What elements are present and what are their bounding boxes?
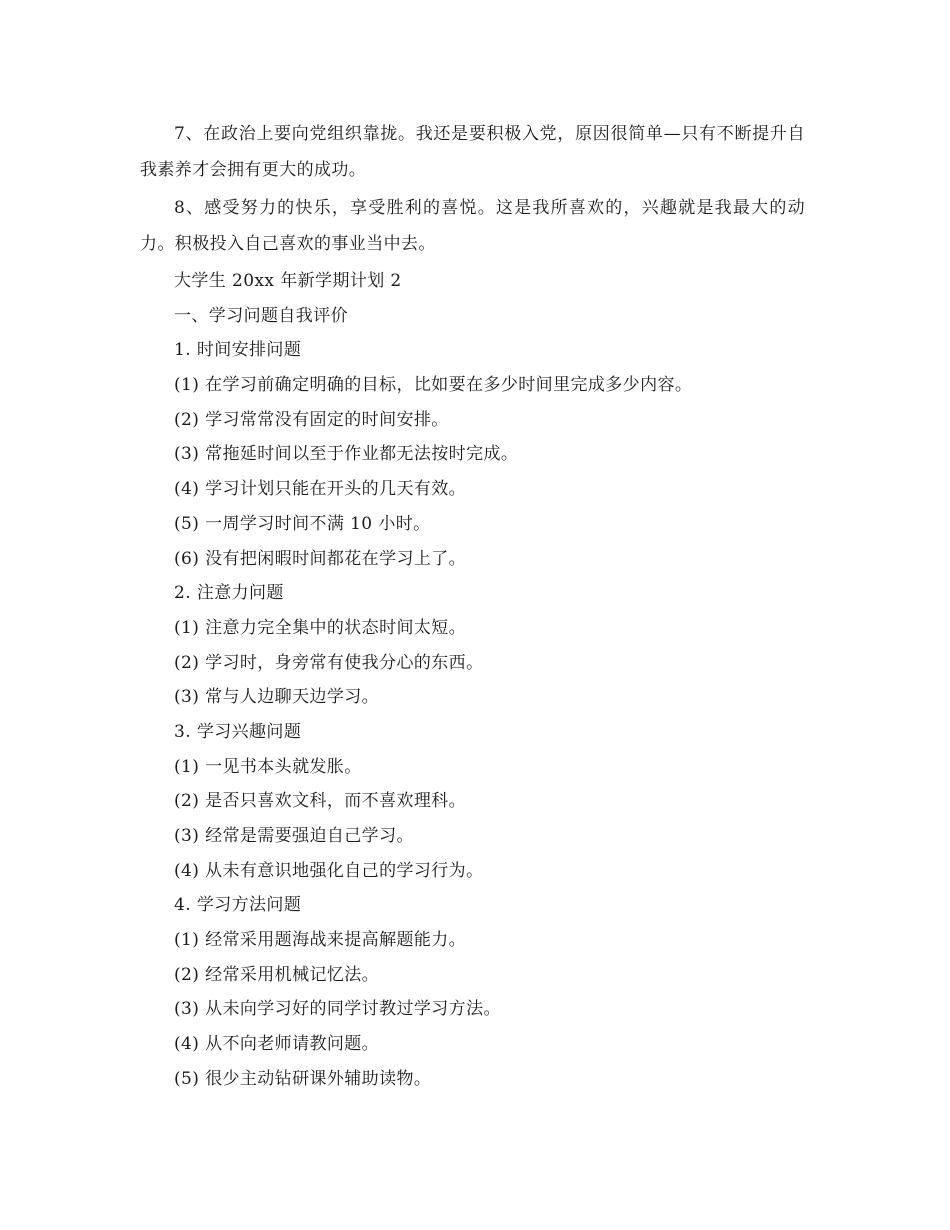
list-item: (4) 从不向老师请教问题。	[174, 1034, 380, 1055]
section-heading: 一、学习问题自我评价	[174, 305, 348, 326]
list-item: (1) 经常采用题海战来提高解题能力。	[174, 930, 467, 951]
subheading-interest: 3. 学习兴趣问题	[174, 721, 302, 742]
paragraph-item-7: 7、在政治上要向党组织靠拢。我还是要积极入党，原因很简单—只有不断提升自我素养才会拥有更大的成功。	[140, 124, 805, 180]
list-item: (2) 是否只喜欢文科，而不喜欢理科。	[174, 791, 467, 812]
subheading-method: 4. 学习方法问题	[174, 895, 302, 916]
section-title: 大学生 20xx 年新学期计划 2	[174, 271, 402, 291]
list-item: (5) 很少主动钻研课外辅助读物。	[174, 1068, 432, 1089]
list-item: (1) 在学习前确定明确的目标，比如要在多少时间里完成多少内容。	[174, 375, 693, 396]
document-body	[140, 116, 805, 1097]
list-item: (3) 经常是需要强迫自己学习。	[174, 826, 414, 846]
list-item: (3) 常与人边聊天边学习。	[174, 687, 380, 708]
list-item: (1) 注意力完全集中的状态时间太短。	[174, 617, 467, 638]
paragraph-item-8: 8、感受努力的快乐，享受胜利的喜悦。这是我所喜欢的，兴趣就是我最大的动力。积极投入自己喜欢的事业当中去。	[140, 198, 805, 254]
list-item: (4) 从未有意识地强化自己的学习行为。	[174, 860, 484, 881]
list-item: (4) 学习计划只能在开头的几天有效。	[174, 479, 467, 500]
list-item: (1) 一见书本头就发胀。	[174, 756, 362, 777]
list-item: (6) 没有把闲暇时间都花在学习上了。	[174, 548, 467, 569]
list-item: (5) 一周学习时间不满 10 小时。	[174, 513, 431, 534]
list-item: (3) 从未向学习好的同学讨教过学习方法。	[174, 999, 501, 1020]
list-item: (2) 学习常常没有固定的时间安排。	[174, 409, 449, 430]
list-item: (2) 经常采用机械记忆法。	[174, 964, 380, 985]
list-item: (3) 常拖延时间以至于作业都无法按时完成。	[174, 444, 519, 465]
list-item: (2) 学习时，身旁常有使我分心的东西。	[174, 652, 484, 673]
subheading-attention: 2. 注意力问题	[174, 583, 284, 604]
subheading-time: 1. 时间安排问题	[174, 340, 302, 361]
